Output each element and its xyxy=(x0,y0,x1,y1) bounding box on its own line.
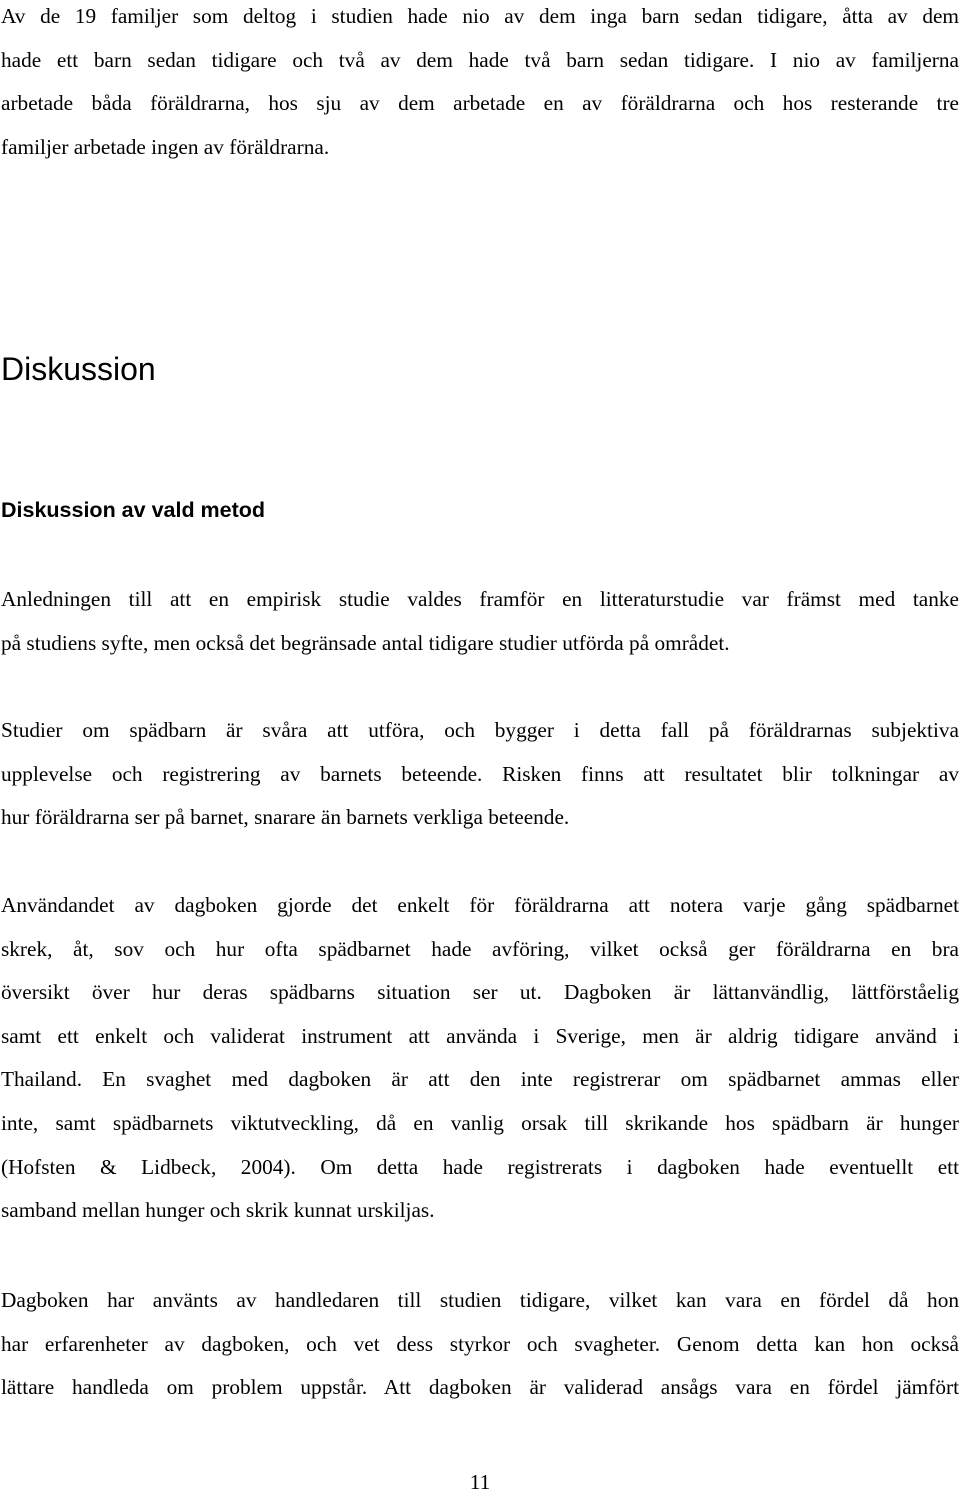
studier-line: Studier om spädbarn är svåra att utföra, och bygger i detta fall på föräldrarnas subjektiva xyxy=(1,718,959,742)
intro-line: hade ett barn sedan tidigare och två av dem hade två barn sedan tidigare. I nio av familjerna xyxy=(1,47,959,72)
method-paragraph xyxy=(1,578,959,665)
studier-paragraph xyxy=(1,709,959,840)
handledare-paragraph xyxy=(1,1279,959,1410)
handledare-line: lättare handleda om problem uppstår. Att dagboken är validerad ansågs vara en fördel jämfört xyxy=(1,1375,959,1400)
subsection-heading: Diskussion av vald metod xyxy=(1,498,266,522)
handledare-line: har erfarenheter av dagboken, och vet dess styrkor och svagheter. Genom detta kan hon också xyxy=(1,1331,959,1356)
dagbok-line: Thailand. En svaghet med dagboken är att den inte registrerar om spädbarnet ammas eller xyxy=(1,1067,959,1092)
studier-line: upplevelse och registrering av barnets beteende. Risken finns att resultatet blir tolkningar av xyxy=(1,761,959,786)
dagbok-line: samband mellan hunger och skrik kunnat urskiljas. xyxy=(1,1198,435,1223)
dagbok-line: (Hofsten & Lidbeck, 2004). Om detta hade registrerats i dagboken hade eventuellt ett xyxy=(1,1154,959,1179)
intro-paragraph xyxy=(1,0,959,169)
dagbok-line: skrek, åt, sov och hur ofta spädbarnet hade avföring, vilket också ger föräldrarna en bra xyxy=(1,936,959,961)
dagbok-line: översikt över hur deras spädbarns situation ser ut. Dagboken är lättanvändlig, lättförståelig xyxy=(1,980,959,1005)
intro-line: familjer arbetade ingen av föräldrarna. xyxy=(1,134,330,159)
method-line: Anledningen till att en empirisk studie valdes framför en litteraturstudie var främst med tanke xyxy=(1,587,959,611)
dagbok-line: samt ett enkelt och validerat instrument att använda i Sverige, men är aldrig tidigare använd i xyxy=(1,1023,959,1048)
intro-line: Av de 19 familjer som deltog i studien hade nio av dem inga barn sedan tidigare, åtta av dem xyxy=(1,4,959,28)
intro-line: arbetade båda föräldrarna, hos sju av dem arbetade en av föräldrarna och hos resterande tre xyxy=(1,91,959,116)
handledare-line: Dagboken har använts av handledaren till studien tidigare, vilket kan vara en fördel då hon xyxy=(1,1288,959,1312)
method-line: på studiens syfte, men också det begränsade antal tidigare studier utförda på området. xyxy=(1,630,730,655)
dagbok-line: inte, samt spädbarnets viktutveckling, då en vanlig orsak till skrikande hos spädbarn är hunger xyxy=(1,1110,959,1135)
studier-line: hur föräldrarna ser på barnet, snarare än barnets verkliga beteende. xyxy=(1,805,570,830)
section-heading: Diskussion xyxy=(1,351,156,387)
page-number: 11 xyxy=(469,1470,491,1494)
dagbok-line: Användandet av dagboken gjorde det enkelt för föräldrarna att notera varje gång spädbarnet xyxy=(1,893,959,917)
dagbok-paragraph xyxy=(1,884,959,1233)
